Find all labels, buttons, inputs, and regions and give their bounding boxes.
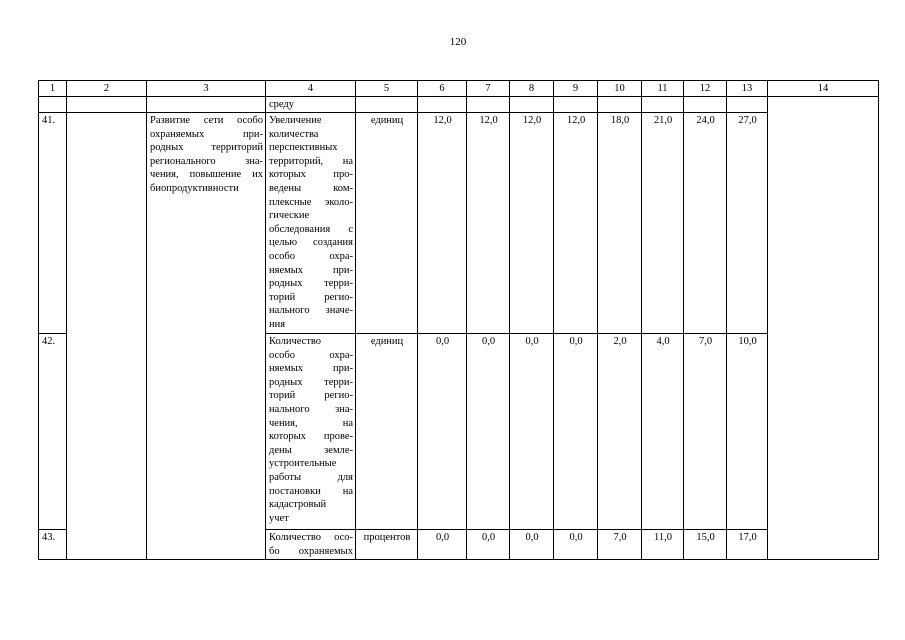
value-cell: 4,0 [642,334,684,530]
text-line: родных терри- [269,278,353,290]
column-header: 5 [356,81,418,97]
column-header: 7 [467,81,510,97]
page-number: 120 [449,36,467,48]
text-line: родных терри- [269,376,353,388]
indicator-cell [266,113,356,334]
value-cell: 0,0 [467,530,510,560]
text-line: работы для [269,471,353,483]
value-cell: 18,0 [598,113,642,334]
value-cell: 12,0 [467,113,510,334]
text-line: учет [269,512,289,524]
value-cell: 15,0 [684,530,727,560]
value-cell: 12,0 [510,113,554,334]
text-line: гические [269,210,310,222]
empty-cell [467,97,510,113]
value-cell: 12,0 [554,113,598,334]
column-header: 9 [554,81,598,97]
text-line: устроительные [269,458,337,470]
text-line: родных территорий [150,142,263,154]
text-line: особо охра- [269,250,353,262]
table-row [39,113,879,334]
text-line: няемых при- [269,264,353,276]
empty-cell [727,97,768,113]
value-cell: 12,0 [418,113,467,334]
column-header: 1 [39,81,67,97]
text-line: нального значе- [269,305,353,317]
text-line: Количество [269,336,322,347]
row-number: 41. [39,113,67,334]
indicator-cell [266,530,356,560]
text-line: биопродуктивности [150,182,239,194]
empty-cell [418,97,467,113]
text-line: Развитие сети особо [150,115,263,126]
text-line: территорий, на [269,155,353,167]
row-number: 43. [39,530,67,560]
text-line: плексные эколо- [269,196,353,208]
text-line: постановки на [269,485,353,497]
unit-cell: процентов [356,530,418,560]
value-cell: 0,0 [510,530,554,560]
value-cell: 11,0 [642,530,684,560]
goal-cell [147,113,266,560]
text-line: торий регио- [269,390,353,402]
value-cell: 10,0 [727,334,768,530]
text-line: обследования с [269,223,353,235]
continuation-row [39,97,879,113]
value-cell: 27,0 [727,113,768,334]
value-cell: 0,0 [554,530,598,560]
unit-cell: единиц [356,113,418,334]
text-line: которых прове- [269,431,353,443]
text-line: няемых при- [269,363,353,375]
indicators-table [38,80,879,560]
table-header-row [39,81,879,97]
text-line: регионального зна- [150,155,263,167]
text-line: количества [269,128,319,140]
value-cell: 7,0 [684,334,727,530]
continuation-text: среду [266,97,356,113]
text-line: торий регио- [269,291,353,303]
row-number: 42. [39,334,67,530]
empty-cell [510,97,554,113]
indicator-cell [266,334,356,530]
value-cell: 0,0 [554,334,598,530]
text-line: особо охра- [269,349,353,361]
column-header: 8 [510,81,554,97]
value-cell: 21,0 [642,113,684,334]
value-cell: 2,0 [598,334,642,530]
value-cell: 0,0 [418,530,467,560]
empty-cell [147,97,266,113]
text-line: чения, повышение их [150,169,263,181]
column-header: 6 [418,81,467,97]
text-line: бо охраняемых [269,545,353,557]
column-header: 13 [727,81,768,97]
value-cell: 0,0 [467,334,510,530]
column-header: 11 [642,81,684,97]
empty-cell [356,97,418,113]
empty-cell [67,113,147,560]
value-cell: 0,0 [510,334,554,530]
column-header: 10 [598,81,642,97]
text-line: нального зна- [269,403,353,415]
text-line: которых про- [269,169,353,181]
value-cell: 0,0 [418,334,467,530]
empty-cell [554,97,598,113]
text-line: Увеличение [269,115,322,126]
empty-cell [39,97,67,113]
notes-cell [768,97,879,560]
text-line: кадастровый [269,499,327,511]
value-cell: 7,0 [598,530,642,560]
text-line: ния [269,318,286,330]
column-header: 14 [768,81,879,97]
empty-cell [598,97,642,113]
column-header: 4 [266,81,356,97]
text-line: дены земле- [269,444,353,456]
text-line: ведены ком- [269,182,353,194]
empty-cell [684,97,727,113]
column-header: 2 [67,81,147,97]
column-header: 3 [147,81,266,97]
text-line: Количество осо- [269,532,353,543]
value-cell: 24,0 [684,113,727,334]
unit-cell: единиц [356,334,418,530]
text-line: охраняемых при- [150,128,263,140]
empty-cell [642,97,684,113]
text-line: перспективных [269,142,338,154]
value-cell: 17,0 [727,530,768,560]
text-line: чения, на [269,417,353,429]
empty-cell [67,97,147,113]
text-line: целью создания [269,237,353,249]
column-header: 12 [684,81,727,97]
